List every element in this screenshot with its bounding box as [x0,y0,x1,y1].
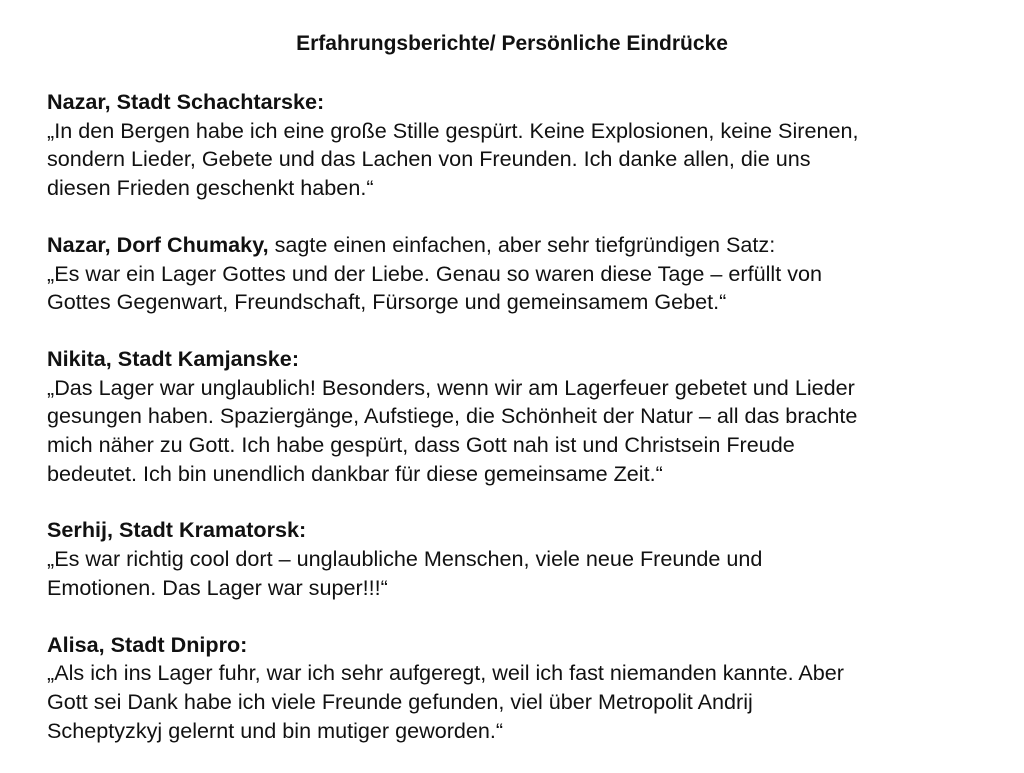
testimonial-text-line: sondern Lieder, Gebete und das Lachen von Freunden. Ich danke allen, die uns [47,146,811,172]
testimonial-heading-line [47,231,1002,260]
testimonial-text-line: Gottes Gegenwart, Freundschaft, Fürsorge und gemeinsamem Gebet.“ [47,289,727,315]
testimonial-text-line: mich näher zu Gott. Ich habe gespürt, dass Gott nah ist und Christsein Freude [47,432,795,458]
testimonial-heading-line [47,88,1002,117]
testimonial-heading-line [47,345,1002,374]
testimonial-text-line: „Das Lager war unglaublich! Besonders, wenn wir am Lagerfeuer gebetet und Lieder [47,374,855,400]
testimonial-entry [47,345,1002,489]
testimonial-heading-line [47,516,1002,545]
testimonial-text-line: bedeutet. Ich bin unendlich dankbar für diese gemeinsame Zeit.“ [47,460,663,486]
testimonial-text-line: „Es war ein Lager Gottes und der Liebe. Genau so waren diese Tage – erfüllt von [47,260,823,286]
testimonial-text-line: diesen Frieden geschenkt haben.“ [47,175,374,201]
testimonial-text-line: Scheptyzkyj gelernt und bin mutiger geworden.“ [47,717,504,743]
testimonial-text-line: „Es war richtig cool dort – unglaubliche Menschen, viele neue Freunde und [47,546,763,572]
document-title: Erfahrungsberichte/ Persönliche Eindrücke [296,32,728,55]
testimonial-list [47,88,1002,773]
testimonial-text-line: Emotionen. Das Lager war super!!!“ [47,574,388,600]
testimonial-author: Alisa, Stadt Dnipro: [47,631,248,657]
testimonial-author: Nazar, Stadt Schachtarske: [47,89,325,114]
testimonial-intro: sagte einen einfachen, aber sehr tiefgründigen Satz: [268,231,776,257]
testimonial-text-line: „In den Bergen habe ich eine große Stille gespürt. Keine Explosionen, keine Sirenen, [47,117,859,143]
testimonial-author: Nikita, Stadt Kamjanske: [47,345,300,371]
testimonial-entry [47,516,1002,602]
testimonial-text-line: gesungen haben. Spaziergänge, Aufstiege, die Schönheit der Natur – all das brachte [47,403,858,429]
testimonial-entry [47,88,1002,203]
testimonial-text-line: „Als ich ins Lager fuhr, war ich sehr aufgeregt, weil ich fast niemanden kannte. Aber [47,660,844,686]
testimonial-heading-line [47,631,1002,660]
testimonial-entry [47,231,1002,317]
testimonial-author: Serhij, Stadt Kramatorsk: [47,517,307,543]
testimonial-text-line: Gott sei Dank habe ich viele Freunde gefunden, viel über Metropolit Andrij [47,688,753,714]
testimonial-entry [47,631,1002,746]
testimonial-author: Nazar, Dorf Chumaky, [47,231,269,257]
